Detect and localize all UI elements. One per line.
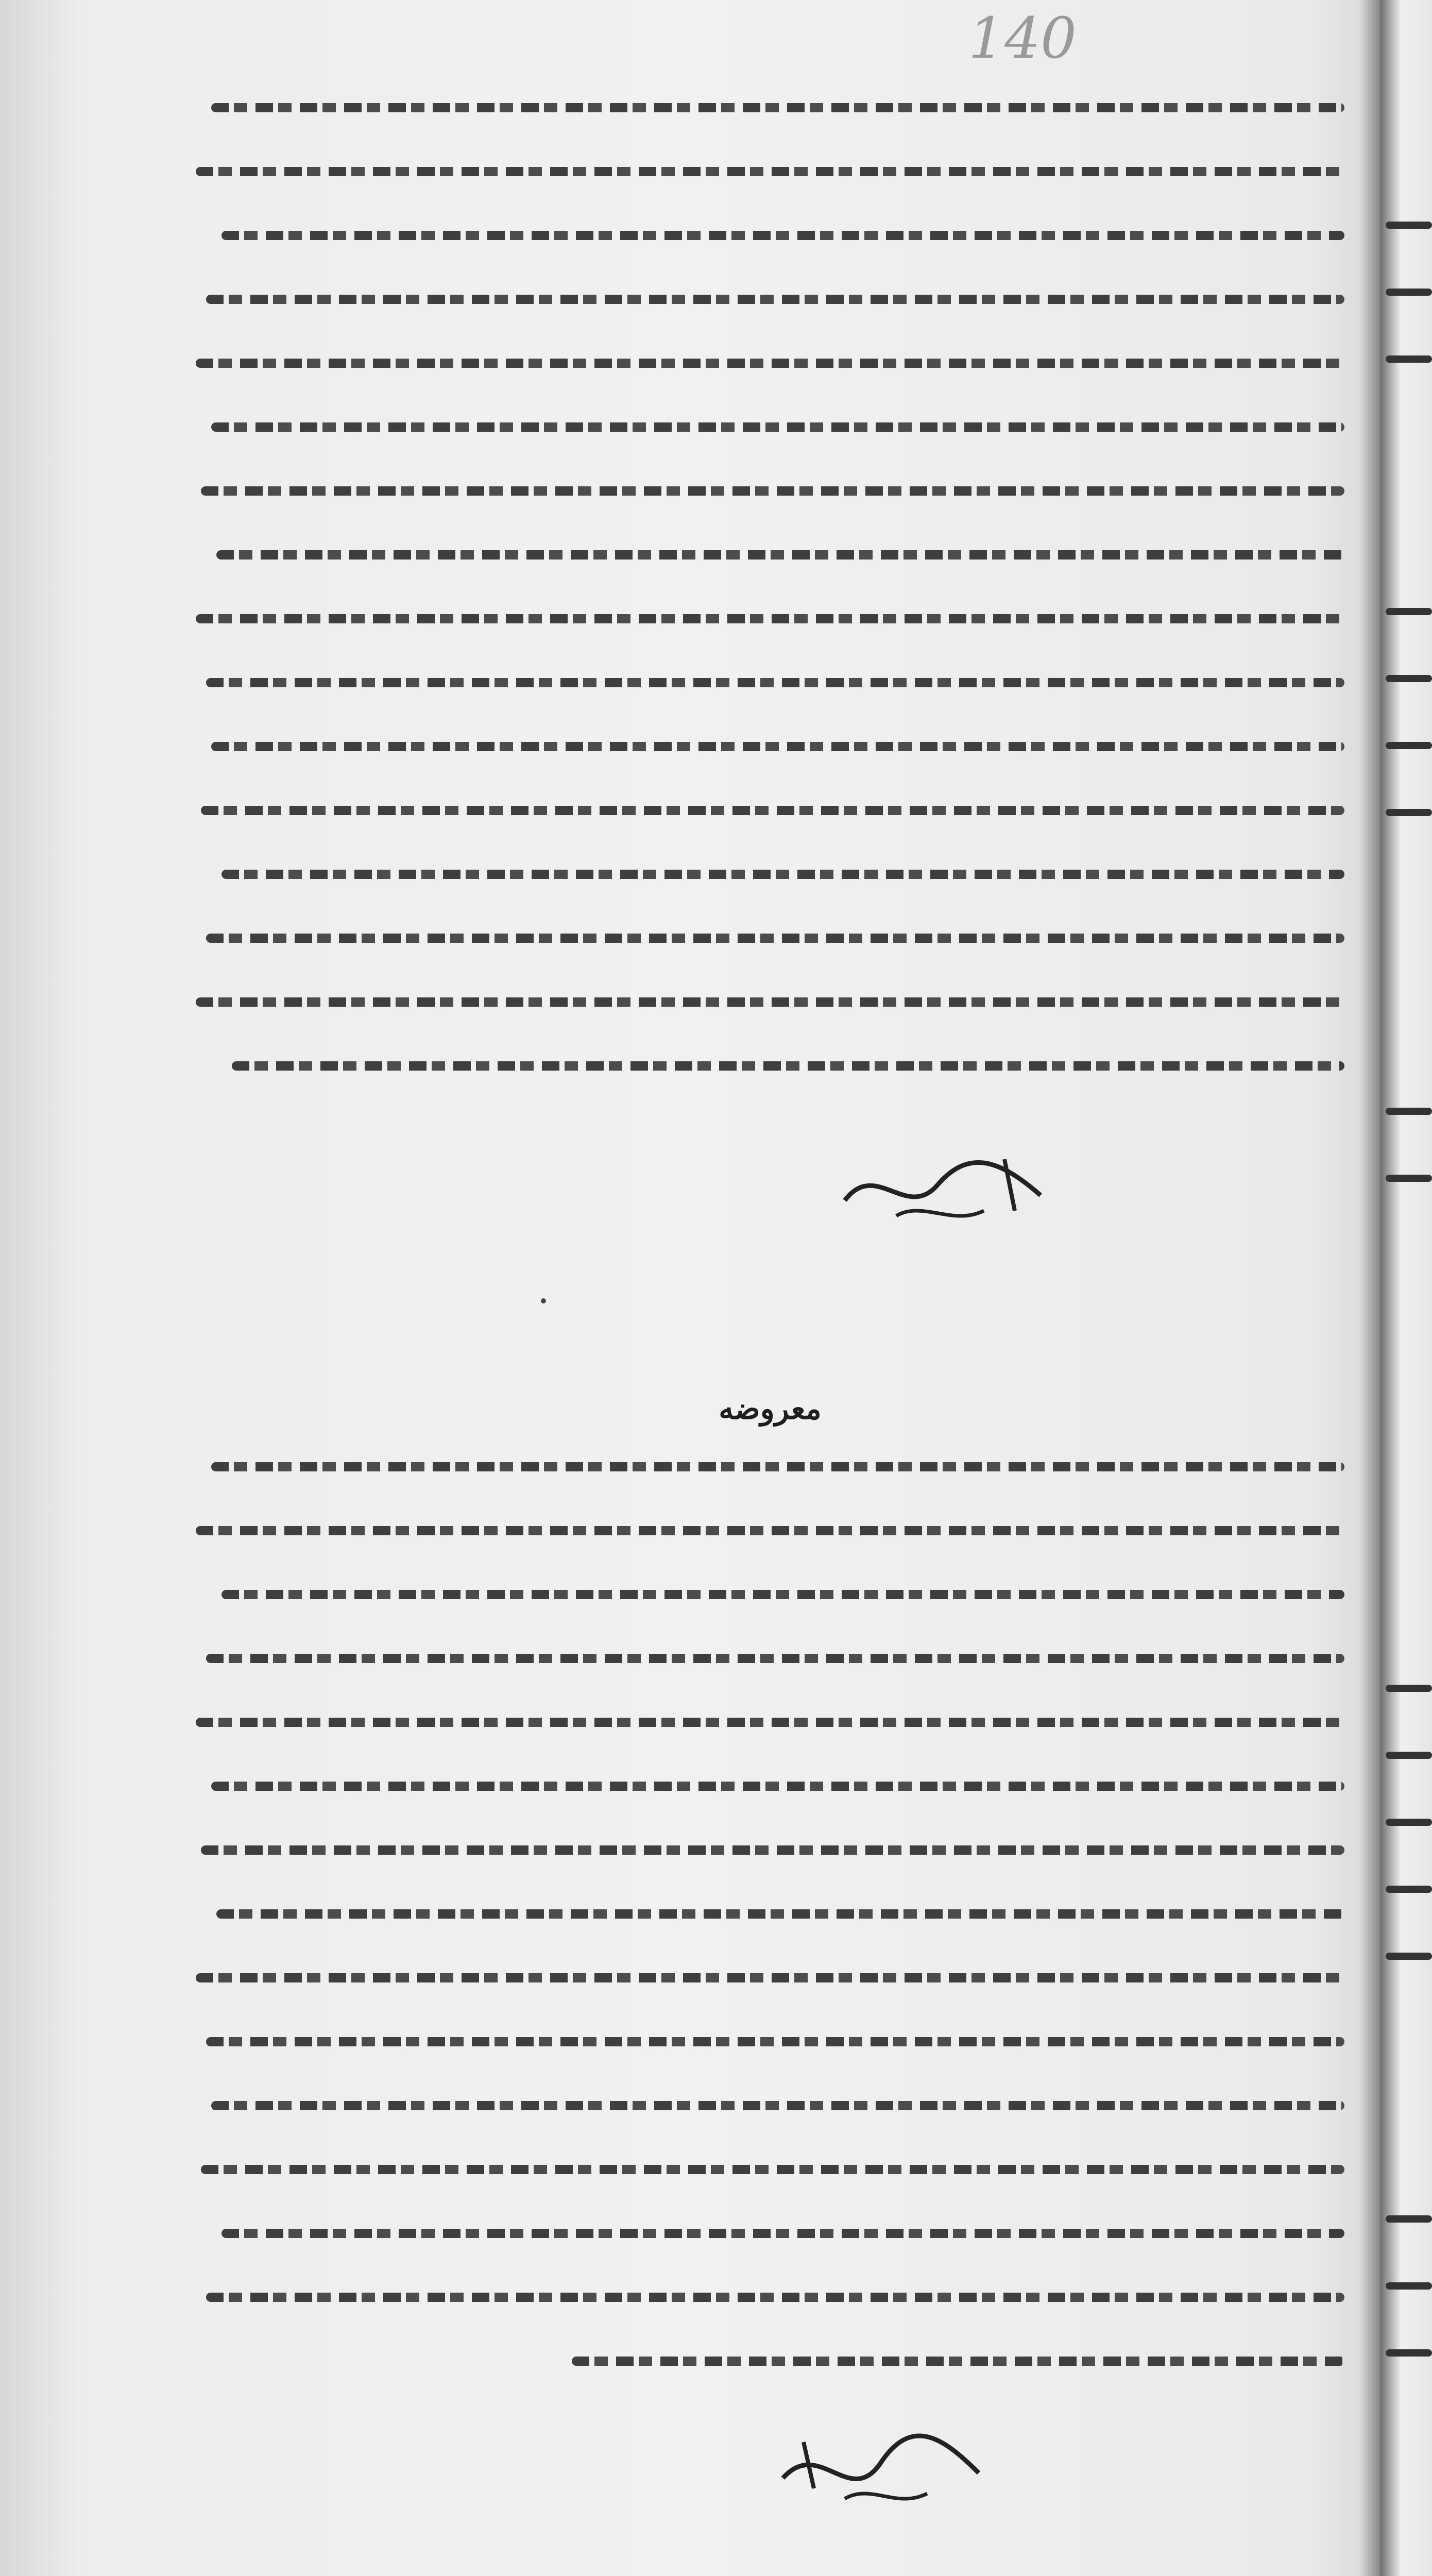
handwritten-line xyxy=(196,1947,1344,2011)
handwritten-line xyxy=(196,780,1344,844)
handwritten-line xyxy=(196,333,1344,397)
handwritten-line xyxy=(196,908,1344,972)
handwritten-line xyxy=(196,2267,1344,2331)
handwritten-line xyxy=(196,844,1344,908)
handwritten-line xyxy=(196,2203,1344,2267)
handwritten-line xyxy=(196,2075,1344,2139)
handwritten-line xyxy=(196,1036,1344,1099)
handwritten-line xyxy=(196,1500,1344,1564)
handwritten-line xyxy=(196,1692,1344,1756)
signature-flourish-1 xyxy=(834,1139,1051,1231)
handwritten-line xyxy=(196,77,1344,141)
handwritten-line xyxy=(196,524,1344,588)
handwritten-line xyxy=(196,141,1344,205)
handwritten-line xyxy=(196,1756,1344,1820)
handwritten-line xyxy=(196,972,1344,1036)
handwritten-line xyxy=(196,588,1344,652)
handwritten-line xyxy=(196,205,1344,269)
handwritten-line xyxy=(196,1628,1344,1692)
separator-dot xyxy=(541,1298,546,1303)
handwritten-line xyxy=(196,2331,1344,2395)
register-entry-1 xyxy=(196,77,1344,1099)
handwritten-line xyxy=(196,2011,1344,2075)
handwritten-line xyxy=(196,1884,1344,1947)
register-entry-2 xyxy=(196,1391,1344,2395)
handwritten-line xyxy=(196,1564,1344,1628)
signature-flourish-2 xyxy=(773,2421,989,2514)
handwritten-line xyxy=(196,1820,1344,1884)
handwritten-line xyxy=(196,716,1344,780)
handwritten-line xyxy=(196,397,1344,461)
folio-number: 140 xyxy=(968,5,1077,71)
handwritten-line xyxy=(196,269,1344,333)
adjacent-page-text xyxy=(1386,0,1432,2576)
entry-heading: معروضه xyxy=(719,1391,822,1426)
handwritten-line xyxy=(196,652,1344,716)
handwritten-line xyxy=(196,461,1344,524)
handwritten-line xyxy=(196,1436,1344,1500)
handwritten-line xyxy=(196,2139,1344,2203)
